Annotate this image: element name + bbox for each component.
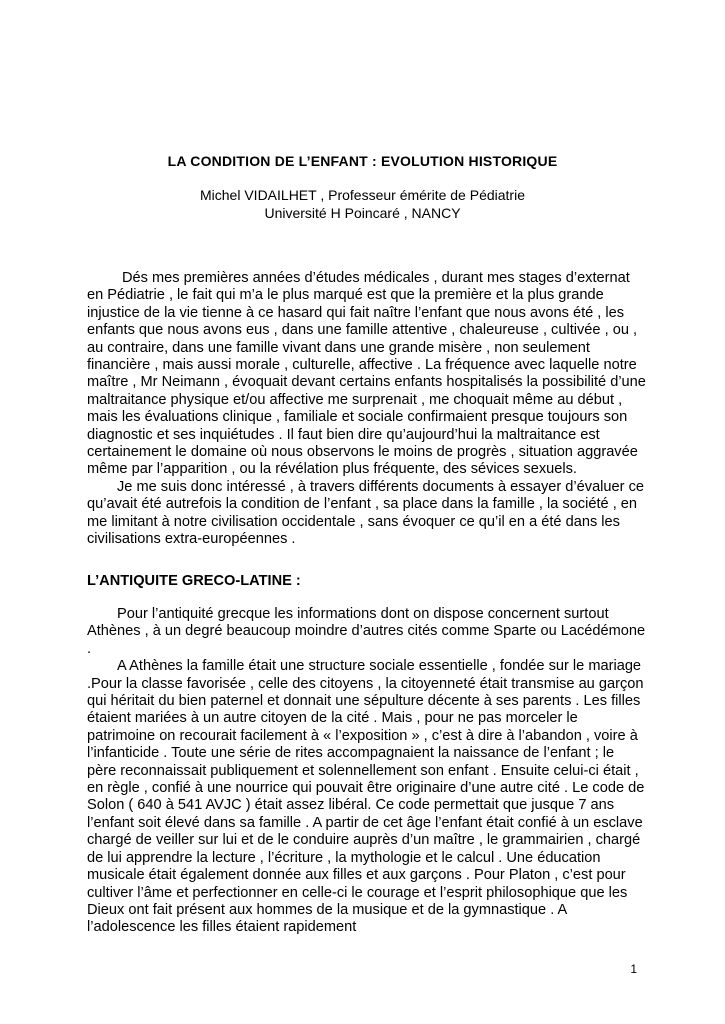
section-paragraph: A Athènes la famille était une structure sociale essentielle , fondée sur le mariage .Pour la classe favorisée , celle des citoyens , la citoyenneté était transmise au garçon qui héritait du bien paternel et donnait une sépulture décente à ses parents . Les filles étaient mariées à un autre citoyen de la cité . Mais , pour ne pas morceler le patrimoine on recourait facilement à « l’exposition » , c’est à dire à l’abandon , voire à l’infanticide . Toute une série de rites accompagnaient la naissance de l’enfant ; le père reconnaissait publiquement et solennellement son enfant . Ensuite celui-ci était , en règle , confié à une nourrice qui pouvait être originaire d’une autre cité . Le code de Solon ( 640 à 541 AVJC ) était assez libéral. Ce code permettait que jusque 7 ans l’enfant soit élevé dans sa famille . A partir de cet âge l’enfant était confié à un esclave chargé de veiller sur lui et de le conduire auprès d’un maître , le grammairien , chargé de lui apprendre la lecture , l’écriture , la mythologie et le calcul . Une éducation musicale était également donnée aux filles et aux garçons . Pour Platon , c’est pour cultiver l’âme et perfectionner en celle-ci le courage et l’esprit philosophique que les Dieux ont fait présent aux hommes de la musique et de la gymnastique . A l’adolescence les filles étaient rapidement: [87, 658, 645, 936]
document-title: LA CONDITION DE L’ENFANT : EVOLUTION HISTORIQUE: [167, 153, 558, 169]
section-heading: L’ANTIQUITE GRECO-LATINE :: [87, 573, 301, 589]
intro-paragraph: Dés mes premières années d’études médicales , durant mes stages d’externat en Pédiatrie , le fait qui m’a le plus marqué est que la première et la plus grande injustice de la vie tienne à ce hasard qui fait naître l’enfant que nous avons été , les enfants que nous avons eus , dans une famille attentive , chaleureuse , cultivée , ou , au contraire, dans une famille vivant dans une grande misère , non seulement financière , mais aussi morale , culturelle, affective . La fréquence avec laquelle notre maître , Mr Neimann , évoquait devant certains enfants hospitalisés la possibilité d’une maltraitance physique et/ou affective me surprenait , me choquait même au début , mais les évaluations clinique , familiale et sociale confirmaient presque toujours son diagnostic et ses inquiétudes . Il faut bien dire qu’aujourd’hui la maltraitance est certainement le domaine où nous observons le moins de progrès , situation aggravée même par l’apparition , ou la révélation plus fréquente, des sévices sexuels.: [87, 270, 646, 478]
section-paragraph: Pour l’antiquité grecque les informations dont on dispose concernent surtout Athènes , à un degré beaucoup moindre d’autres cités comme Sparte ou Lacédémone .: [87, 606, 646, 657]
intro-section: [87, 270, 647, 549]
page-number: 1: [630, 962, 637, 976]
author-affiliation: Université H Poincaré , NANCY: [264, 205, 461, 221]
author-block: [0, 186, 725, 222]
section-body: [87, 606, 647, 937]
intro-paragraph: Je me suis donc intéressé , à travers différents documents à essayer d’évaluer ce qu’avait été autrefois la condition de l’enfant , sa place dans la famille , la société , en me limitant à notre civilisation occidentale , sans évoquer ce qu’il en a été dans les civilisations extra-européennes .: [87, 478, 644, 548]
author-name: Michel VIDAILHET , Professeur émérite de Pédiatrie: [200, 187, 525, 203]
